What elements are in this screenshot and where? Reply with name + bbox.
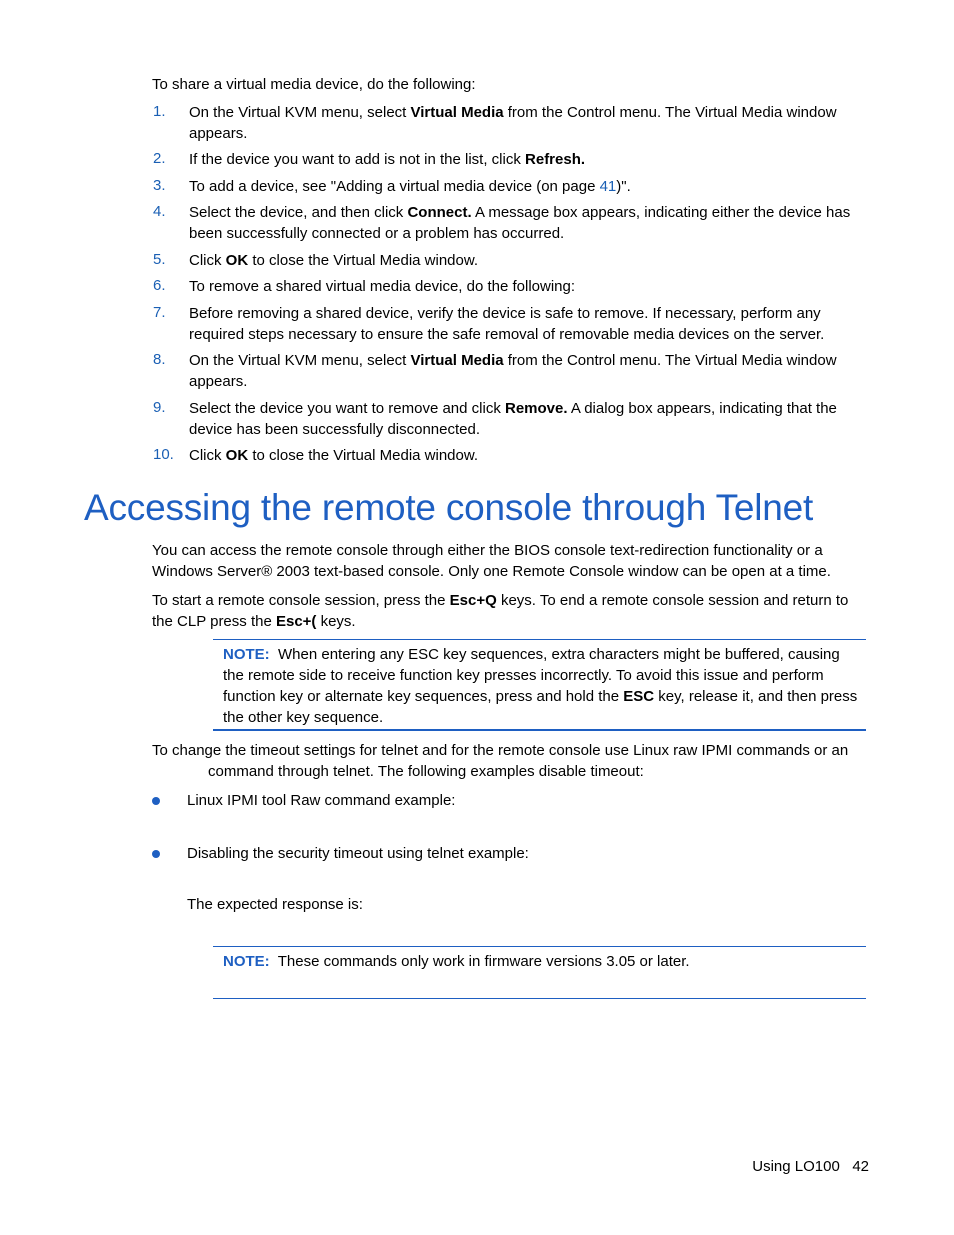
step-text: On the Virtual KVM menu, select Virtual Media from the Control menu. The Virtual Media window appears. bbox=[189, 104, 837, 142]
step-number: 5. bbox=[153, 251, 166, 268]
step-text: Click OK to close the Virtual Media window. bbox=[189, 447, 479, 464]
bullet-icon bbox=[152, 850, 160, 858]
step-number: 8. bbox=[153, 351, 166, 368]
bullet-telnet: Disabling the security timeout using telnet example: bbox=[187, 845, 529, 862]
bullet-ipmi: Linux IPMI tool Raw command example: bbox=[187, 792, 456, 809]
step-number: 6. bbox=[153, 277, 166, 294]
note-box-firmware bbox=[213, 946, 866, 999]
step-text: Click OK to close the Virtual Media window. bbox=[189, 252, 479, 269]
paragraph-start-session: To start a remote console session, press the Esc+Q keys. To end a remote console session and return to the CLP press the Esc+( keys. bbox=[152, 592, 849, 630]
step-number: 4. bbox=[153, 203, 166, 220]
step-text: Select the device, and then click Connect. A message box appears, indicating either the device has been successfully connected or a problem has occurred. bbox=[189, 204, 851, 242]
step-number: 1. bbox=[153, 103, 166, 120]
step-number: 9. bbox=[153, 399, 166, 416]
paragraph-timeout-line1: To change the timeout settings for telnet and for the remote console use Linux raw IPMI commands or an bbox=[152, 742, 849, 759]
bullet-icon bbox=[152, 797, 160, 805]
step-number: 3. bbox=[153, 177, 166, 194]
paragraph-access: You can access the remote console through either the BIOS console text-redirection functionality or a Windows Server® 2003 text-based console. Only one Remote Console window can be open at a time. bbox=[152, 542, 831, 580]
step-number: 7. bbox=[153, 304, 166, 321]
page-number: 42 bbox=[852, 1158, 869, 1175]
intro-text: To share a virtual media device, do the following: bbox=[152, 76, 476, 93]
note-text: NOTE: When entering any ESC key sequences, extra characters might be buffered, causing the remote side to receive function key presses incorrectly. To avoid this issue and perform function key or alternate key sequences, press and hold the ESC key, release it, and then press the other key sequence. bbox=[223, 646, 858, 726]
footer-section: Using LO100 bbox=[752, 1158, 840, 1175]
page-footer bbox=[752, 1158, 869, 1175]
step-text: To remove a shared virtual media device, do the following: bbox=[189, 278, 576, 295]
paragraph-timeout-line2: command through telnet. The following examples disable timeout: bbox=[208, 763, 644, 780]
step-text: Before removing a shared device, verify the device is safe to remove. If necessary, perform any required steps necessary to ensure the safe removal of removable media devices on the server. bbox=[189, 305, 825, 343]
note-text: NOTE: These commands only work in firmware versions 3.05 or later. bbox=[223, 953, 690, 970]
step-text: Select the device you want to remove and click Remove. A dialog box appears, indicating that the device has been successfully disconnected. bbox=[189, 400, 837, 438]
step-text: To add a device, see "Adding a virtual media device (on page 41)". bbox=[189, 178, 631, 195]
step-number: 2. bbox=[153, 150, 166, 167]
section-heading: Accessing the remote console through Telnet bbox=[84, 487, 814, 528]
note-label: NOTE: bbox=[223, 646, 270, 663]
step-text: If the device you want to add is not in the list, click Refresh. bbox=[189, 151, 586, 168]
expected-response-text: The expected response is: bbox=[187, 896, 363, 913]
note-box-esc bbox=[213, 639, 866, 731]
step-text: On the Virtual KVM menu, select Virtual Media from the Control menu. The Virtual Media window appears. bbox=[189, 352, 837, 390]
page-link[interactable]: 41 bbox=[599, 178, 617, 195]
note-label: NOTE: bbox=[223, 953, 270, 970]
step-number: 10. bbox=[153, 446, 174, 463]
